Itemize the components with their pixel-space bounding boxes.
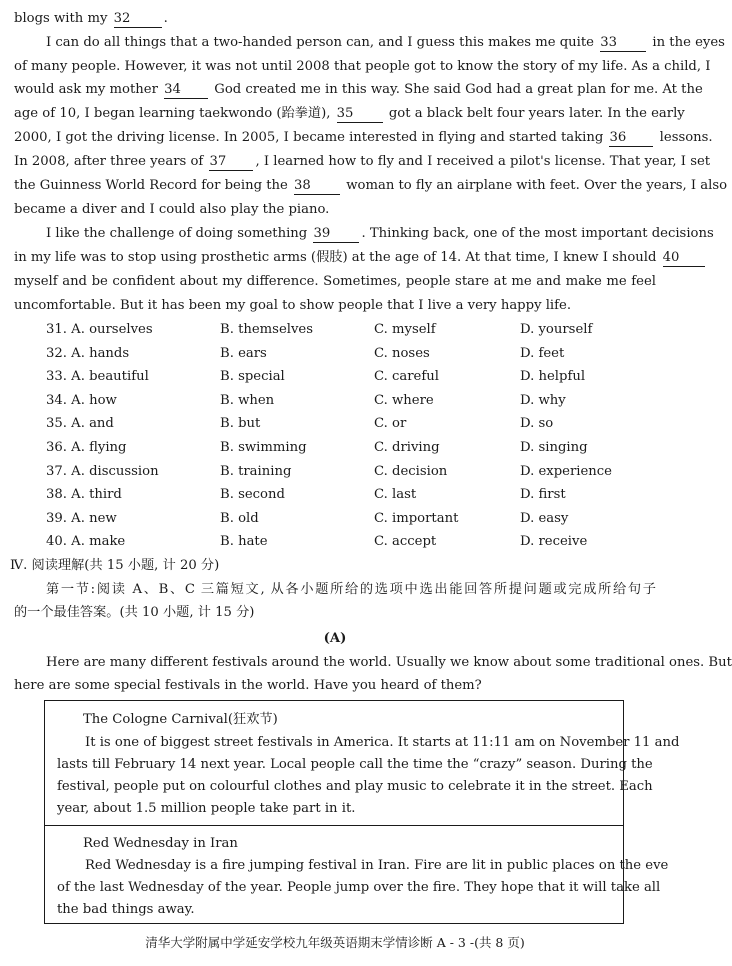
intro-line: Here are many different festivals around the world. Usually we know about some traditional ones. But [46,655,732,670]
option-b[interactable]: B. but [220,416,261,432]
option-a[interactable]: 39. A. new [46,510,117,526]
text-segment: God created me in this way. She said God had a great plan for me. At the [214,82,703,97]
option-a[interactable]: 33. A. beautiful [46,369,149,385]
intro-line: here are some special festivals in the world. Have you heard of them? [14,678,482,693]
option-a[interactable]: 38. A. third [46,487,122,503]
option-a[interactable]: 32. A. hands [46,345,130,361]
section-instruction: 第一节:阅读 A、B、C 三篇短文, 从各小题所给的选项中选出能回答所提问题或完成所给句子 [46,582,656,597]
passage-line [14,151,711,173]
festival-text: Red Wednesday is a fire jumping festival in Iran. Fire are lit in public places on the eve [85,858,669,873]
text-segment: . [163,11,168,26]
text-segment: woman to fly an airplane with feet. Over the years, I also [346,178,728,193]
passage-line [14,8,656,30]
passage-line [14,103,685,125]
option-b[interactable]: B. old [220,510,259,526]
section-heading: Ⅳ. 阅读理解(共 15 小题, 计 20 分) [10,558,220,573]
options-list [46,320,646,556]
answer-blank-38[interactable]: 38 [294,177,340,195]
text-segment: the Guinness World Record for being the [14,178,288,193]
answer-blank-34[interactable]: 34 [164,81,208,99]
option-d[interactable]: D. yourself [520,322,593,337]
passage-line [14,79,703,101]
answer-blank-35[interactable]: 35 [337,105,383,123]
option-c[interactable]: C. careful [374,369,439,385]
option-c[interactable]: C. myself [374,322,436,337]
festival-text: lasts till February 14 next year. Local people call the time the “crazy” season. During the [57,757,653,772]
festival-text: year, about 1.5 million people take part in it. [57,801,356,816]
part-label: (A) [323,631,347,646]
passage-line: uncomfortable. But it has been my goal to show people that I live a very happy life. [14,298,572,313]
text-segment: I like the challenge of doing something [46,226,308,241]
option-c[interactable]: C. important [374,510,459,526]
text-segment: 2000, I got the driving license. In 2005, I became interested in flying and started taking [14,130,604,145]
festival-title: Red Wednesday in Iran [83,836,238,851]
option-a[interactable]: 37. A. discussion [46,463,159,479]
option-d[interactable]: D. feet [520,345,565,361]
text-segment: I can do all things that a two-handed person can, and I guess this makes me quite [46,35,594,50]
option-b[interactable]: B. hate [220,534,268,550]
option-c[interactable]: C. driving [374,439,440,455]
option-b[interactable]: B. ears [220,345,267,361]
option-b[interactable]: B. swimming [220,439,307,455]
option-row-36 [46,438,646,462]
text-segment: blogs with my [14,11,108,26]
answer-blank-37[interactable]: 37 [209,153,253,171]
option-row-40 [46,532,646,556]
option-d[interactable]: D. so [520,416,554,432]
option-d[interactable]: D. helpful [520,369,586,385]
option-row-31 [46,320,646,344]
answer-blank-39[interactable]: 39 [313,225,359,243]
option-b[interactable]: B. second [220,487,285,503]
text-segment: . Thinking back, one of the most important decisions [361,226,714,241]
text-segment: , I learned how to fly and I received a pilot's license. That year, I set [255,154,711,169]
option-row-35 [46,414,646,438]
text-segment: got a black belt four years later. In the early [388,106,685,121]
option-b[interactable]: B. themselves [220,322,313,337]
passage-line [14,127,713,149]
passage-line [14,247,680,269]
option-c[interactable]: C. accept [374,534,437,550]
option-d[interactable]: D. experience [520,463,612,479]
option-a[interactable]: 36. A. flying [46,439,127,455]
passage-line [46,223,714,245]
festival-box [44,700,680,924]
section-instruction: 的一个最佳答案。(共 10 小题, 计 15 分) [14,605,255,620]
option-row-33 [46,367,646,391]
option-a[interactable]: 34. A. how [46,392,117,408]
option-c[interactable]: C. noses [374,345,430,361]
text-segment: in the eyes [652,35,725,50]
option-row-32 [46,344,646,368]
box-divider [45,825,623,826]
option-b[interactable]: B. training [220,463,292,479]
answer-blank-36[interactable]: 36 [609,129,653,147]
option-d[interactable]: D. singing [520,439,588,455]
option-d[interactable]: D. receive [520,534,588,550]
festival-text: the bad things away. [57,902,195,917]
passage-line [46,32,725,54]
page-footer: 清华大学附属中学延安学校九年级英语期末学情诊断 A - 3 -(共 8 页) [145,935,525,950]
option-row-34 [46,391,646,415]
festival-text: It is one of biggest street festivals in America. It starts at 11:11 am on November 11 and [85,735,680,750]
option-a[interactable]: 31. A. ourselves [46,322,153,337]
passage-line: of many people. However, it was not until 2008 that people got to know the story of my life. As a child, I [14,59,711,74]
passage-line: became a diver and I could also play the piano. [14,202,330,217]
answer-blank-33[interactable]: 33 [600,34,646,52]
option-d[interactable]: D. why [520,392,566,408]
text-segment: age of 10, I began learning taekwondo (跆拳道), [14,106,331,121]
option-row-37 [46,462,646,486]
passage-line [14,175,728,197]
option-c[interactable]: C. decision [374,463,448,479]
option-d[interactable]: D. easy [520,510,569,526]
option-a[interactable]: 35. A. and [46,416,114,432]
option-c[interactable]: C. where [374,392,434,408]
text-segment: lessons. [659,130,713,145]
festival-text: of the last Wednesday of the year. People jump over the fire. They hope that it will take all [57,880,661,895]
text-segment: would ask my mother [14,82,158,97]
option-c[interactable]: C. last [374,487,417,503]
text-segment: in my life was to stop using prosthetic arms (假肢) at the age of 14. At that time, I knew I should [14,250,657,265]
option-b[interactable]: B. when [220,392,275,408]
option-row-39 [46,509,646,533]
option-d[interactable]: D. first [520,487,566,503]
passage-line: myself and be confident about my difference. Sometimes, people stare at me and make me feel [14,274,656,289]
festival-title: The Cologne Carnival(狂欢节) [83,712,278,727]
option-a[interactable]: 40. A. make [46,534,126,550]
option-c[interactable]: C. or [374,416,407,432]
option-row-38 [46,485,646,509]
answer-blank-40[interactable]: 40 [663,249,705,267]
text-segment: In 2008, after three years of [14,154,204,169]
answer-blank-32[interactable]: 32 [114,10,162,28]
option-b[interactable]: B. special [220,369,285,385]
festival-text: festival, people put on colourful clothes and play music to celebrate it in the street. Each [57,779,653,794]
